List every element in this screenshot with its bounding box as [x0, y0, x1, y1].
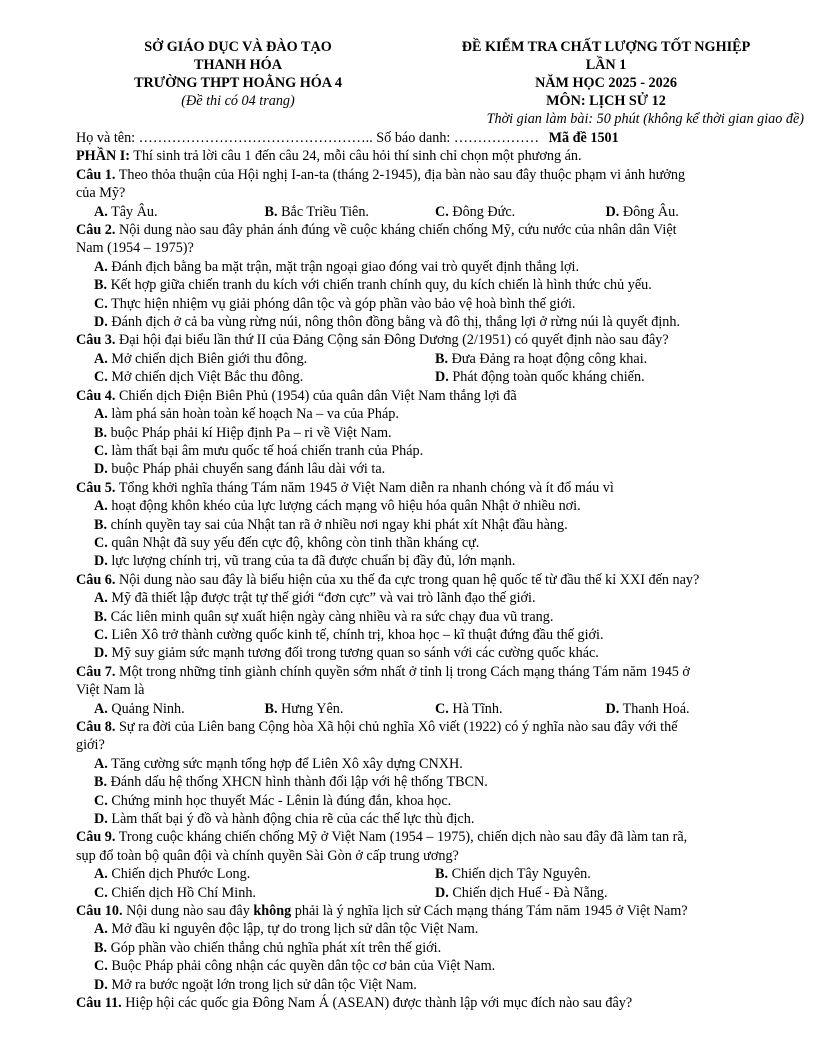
- answer-option: [76, 608, 776, 626]
- option-text: Tây Âu.: [107, 203, 158, 220]
- option-key: D.: [605, 203, 620, 220]
- option-key: B.: [264, 203, 278, 220]
- subject-name: MÔN: LỊCH SỬ 12: [546, 93, 666, 109]
- question-number: Câu 11.: [76, 995, 122, 1012]
- answer-option: [76, 792, 776, 810]
- answer-option: [76, 644, 776, 662]
- option-key: D.: [605, 700, 620, 717]
- option-text: Đông Đức.: [448, 203, 516, 220]
- exam-code: Mã đề 1501: [548, 130, 619, 146]
- option-key: B.: [94, 939, 108, 956]
- option-key: A.: [94, 350, 108, 367]
- question-text: Theo thỏa thuận của Hội nghị I-an-ta (tháng 2-1945), địa bàn nào sau đây thuộc phạm vi ảnh hưởng: [115, 166, 686, 183]
- option-text: Kết hợp giữa chiến tranh du kích với chiến tranh chính quy, du kích chiến là hình thức chủ yếu.: [107, 277, 652, 294]
- option-text: Đông Âu.: [619, 203, 679, 220]
- question-7: [76, 663, 776, 718]
- answer-option: [94, 350, 435, 368]
- option-text: Làm thất bại ý đồ và hành động chia rẽ của các thế lực thù địch.: [107, 811, 475, 828]
- answer-option-row: [76, 368, 776, 386]
- question-number: Câu 4.: [76, 387, 116, 404]
- option-key: A.: [94, 700, 108, 717]
- question-text: Trong cuộc kháng chiến chống Mỹ ở Việt Nam (1954 – 1975), chiến dịch nào sau đây đã làm tan rã,: [115, 829, 688, 846]
- question-1: [76, 166, 776, 221]
- question-text-line: [76, 718, 776, 736]
- option-text: Chiến dịch Hồ Chí Minh.: [107, 884, 256, 901]
- question-number: Câu 1.: [76, 166, 116, 183]
- option-key: D.: [435, 369, 449, 386]
- answer-option: [94, 203, 265, 221]
- option-text: Góp phần vào chiến thắng chủ nghĩa phát xít trên thế giới.: [107, 939, 442, 956]
- question-text: Nội dung nào sau đây phản ánh đúng về cuộc kháng chiến chống Mỹ, cứu nước của nhân dân Việt: [115, 222, 677, 239]
- question-text-line: [76, 847, 776, 865]
- question-text-line: [76, 387, 776, 405]
- answer-option: [265, 700, 436, 718]
- header-left: [88, 38, 388, 110]
- question-text: Nam (1954 – 1975)?: [76, 240, 194, 257]
- question-8: [76, 718, 776, 828]
- option-text: làm thất bại âm mưu quốc tế hoá chiến tranh của Pháp.: [107, 442, 424, 459]
- answer-option: [435, 700, 606, 718]
- option-key: B.: [435, 866, 449, 883]
- option-key: A.: [94, 921, 108, 938]
- option-text: Hà Tĩnh.: [448, 700, 503, 717]
- option-text: Mở đầu kỉ nguyên độc lập, tự do trong lịch sử dân tộc Việt Nam.: [107, 921, 479, 938]
- question-list: [76, 166, 776, 1013]
- option-text: Chiến dịch Tây Nguyên.: [448, 866, 591, 883]
- question-4: [76, 387, 776, 479]
- option-text: Thực hiện nhiệm vụ giải phóng dân tộc và góp phần vào bảo vệ hoà bình thế giới.: [107, 295, 576, 312]
- option-text: Bắc Triều Tiên.: [277, 203, 369, 220]
- question-11: [76, 994, 776, 1012]
- answer-option: [76, 552, 776, 570]
- answer-option: [76, 295, 776, 313]
- question-10: [76, 902, 776, 994]
- answer-option: [76, 589, 776, 607]
- option-text: Buộc Pháp phải công nhận các quyền dân tộc cơ bản của Việt Nam.: [107, 958, 496, 975]
- option-text: Đánh địch bằng ba mặt trận, mặt trận ngoại giao đóng vai trò quyết định thắng lợi.: [107, 258, 580, 275]
- option-text: buộc Pháp phải chuyển sang đánh lâu dài với ta.: [107, 461, 386, 478]
- option-text: Hưng Yên.: [277, 700, 344, 717]
- option-key: D.: [94, 461, 108, 478]
- province-name: THANH HÓA: [194, 57, 282, 73]
- question-2: [76, 221, 776, 331]
- option-key: A.: [94, 866, 108, 883]
- answer-option: [76, 976, 776, 994]
- question-5: [76, 479, 776, 571]
- answer-option: [94, 865, 435, 883]
- part-instruction: [76, 147, 776, 165]
- option-text: Mở chiến dịch Biên giới thu đông.: [107, 350, 308, 367]
- option-text: Mỹ suy giảm sức mạnh tương đối trong tương quan so sánh với các cường quốc khác.: [107, 645, 599, 662]
- option-text: Liên Xô trở thành cường quốc kinh tế, chính trị, khoa học – kĩ thuật đứng đầu thế giới.: [107, 626, 604, 643]
- option-key: C.: [435, 203, 449, 220]
- question-6: [76, 571, 776, 663]
- question-text-line: [76, 902, 776, 920]
- option-key: D.: [94, 811, 108, 828]
- answer-option: [265, 203, 436, 221]
- school-year: NĂM HỌC 2025 - 2026: [535, 75, 677, 91]
- answer-option: [435, 350, 776, 368]
- question-9: [76, 828, 776, 902]
- part-label: PHẦN I:: [76, 148, 130, 165]
- page-count-note: (Đề thi có 04 trang): [181, 93, 295, 109]
- question-3: [76, 331, 776, 386]
- option-text: Chiến dịch Phước Long.: [107, 866, 251, 883]
- question-text: Tổng khởi nghĩa tháng Tám năm 1945 ở Việt Nam diễn ra nhanh chóng và ít đổ máu vì: [115, 479, 614, 496]
- question-text: Chiến dịch Điện Biên Phủ (1954) của quân dân Việt Nam thắng lợi đã: [115, 387, 517, 404]
- student-info-line: [76, 129, 776, 147]
- option-key: B.: [94, 277, 108, 294]
- school-name: TRƯỜNG THPT HOẰNG HÓA 4: [134, 75, 342, 91]
- option-key: B.: [435, 350, 449, 367]
- option-key: D.: [94, 976, 108, 993]
- option-key: B.: [94, 608, 108, 625]
- question-number: Câu 3.: [76, 332, 116, 349]
- question-text-line: [76, 736, 776, 754]
- answer-option: [76, 276, 776, 294]
- question-text-line: [76, 239, 776, 257]
- option-key: C.: [94, 369, 108, 386]
- question-text: Hiệp hội các quốc gia Đông Nam Á (ASEAN) được thành lập với mục đích nào sau đây?: [121, 995, 633, 1012]
- option-key: D.: [435, 884, 449, 901]
- question-number: Câu 10.: [76, 903, 123, 920]
- answer-option: [435, 203, 606, 221]
- option-key: A.: [94, 590, 108, 607]
- question-text: Việt Nam là: [76, 682, 145, 699]
- option-key: D.: [94, 645, 108, 662]
- question-text-line: [76, 184, 776, 202]
- option-text: quân Nhật đã suy yếu đến cực độ, không còn tinh thần kháng cự.: [107, 534, 480, 551]
- question-text: giới?: [76, 737, 105, 754]
- question-text: sụp đổ toàn bộ quân đội và chính quyền Sài Gòn ở cấp trung ương?: [76, 847, 459, 864]
- answer-option-row: [76, 350, 776, 368]
- question-text: phải là ý nghĩa lịch sử Cách mạng tháng Tám năm 1945 ở Việt Nam?: [291, 903, 688, 920]
- question-number: Câu 5.: [76, 479, 116, 496]
- answer-option: [76, 534, 776, 552]
- option-text: Chiến dịch Huế - Đà Nẵng.: [448, 884, 608, 901]
- dept-name: SỞ GIÁO DỤC VÀ ĐÀO TẠO: [144, 39, 332, 55]
- option-key: C.: [94, 884, 108, 901]
- answer-option: [435, 368, 776, 386]
- option-text: Mở chiến dịch Việt Bắc thu đông.: [107, 369, 304, 386]
- answer-option: [76, 957, 776, 975]
- exam-title: ĐỀ KIỂM TRA CHẤT LƯỢNG TỐT NGHIỆP: [461, 39, 751, 55]
- option-key: C.: [94, 626, 108, 643]
- answer-option: [94, 884, 435, 902]
- exam-round: LẦN 1: [585, 57, 627, 73]
- answer-option: [76, 258, 776, 276]
- answer-option: [94, 368, 435, 386]
- option-text: Mở ra bước ngoặt lớn trong lịch sử dân tộc Việt Nam.: [107, 976, 417, 993]
- option-key: A.: [94, 498, 108, 515]
- option-key: C.: [94, 442, 108, 459]
- option-key: C.: [435, 700, 449, 717]
- question-text-line: [76, 994, 776, 1012]
- option-text: làm phá sản hoàn toàn kế hoạch Na – va của Pháp.: [107, 406, 399, 423]
- option-key: C.: [94, 295, 108, 312]
- option-text: buộc Pháp phải kí Hiệp định Pa – ri về Việt Nam.: [107, 424, 392, 441]
- option-text: Đánh dấu hệ thống XHCN hình thành đối lập với hệ thống TBCN.: [107, 774, 488, 791]
- question-number: Câu 2.: [76, 222, 116, 239]
- time-limit: Thời gian làm bài: 50 phút (không kể thời gian giao đề): [486, 111, 804, 127]
- option-key: D.: [94, 314, 108, 331]
- question-text: Sự ra đời của Liên bang Cộng hòa Xã hội chủ nghĩa Xô viết (1922) có ý nghĩa nào sau đây với thế: [115, 719, 678, 735]
- student-name-label: Họ và tên: ………………………………………….. Số báo danh: ………………: [76, 130, 540, 146]
- question-text: Nội dung nào sau đây: [122, 903, 254, 920]
- option-key: B.: [94, 774, 108, 791]
- question-text-line: [76, 221, 776, 239]
- option-key: B.: [264, 700, 278, 717]
- option-text: Đưa Đảng ra hoạt động công khai.: [448, 350, 648, 367]
- answer-option: [435, 884, 776, 902]
- option-key: C.: [94, 958, 108, 975]
- option-text: Mỹ đã thiết lập được trật tự thế giới “đơn cực” và vai trò lãnh đạo thế giới.: [107, 590, 536, 607]
- question-number: Câu 6.: [76, 571, 116, 588]
- question-text-line: [76, 828, 776, 846]
- exam-body: [76, 129, 776, 1013]
- question-number: Câu 7.: [76, 663, 116, 680]
- option-text: Đánh địch ở cả ba vùng rừng núi, nông thôn đồng bằng và đô thị, thắng lợi ở rừng núi là quyết định.: [107, 314, 680, 331]
- option-text: Các liên minh quân sự xuất hiện ngày càng nhiều và ra sức chạy đua vũ trang.: [107, 608, 554, 625]
- answer-option: [76, 810, 776, 828]
- answer-option: [76, 755, 776, 773]
- answer-option: [76, 939, 776, 957]
- question-text: Nội dung nào sau đây là biểu hiện của xu thế đa cực trong quan hệ quốc tế từ đầu thế kỉ XXI đến nay?: [115, 571, 700, 588]
- question-text-line: [76, 571, 776, 589]
- header-right: [410, 38, 802, 110]
- option-text: Tăng cường sức mạnh tổng hợp để Liên Xô xây dựng CNXH.: [107, 755, 463, 772]
- question-number: Câu 9.: [76, 829, 116, 846]
- answer-option: [76, 516, 776, 534]
- answer-option: [94, 700, 265, 718]
- option-text: Phát động toàn quốc kháng chiến.: [448, 369, 645, 386]
- question-text: Một trong những tỉnh giành chính quyền sớm nhất ở tỉnh lị trong Cách mạng tháng Tám năm 1945 ở: [115, 663, 690, 680]
- option-text: Chứng minh học thuyết Mác - Lênin là đúng đắn, khoa học.: [107, 792, 452, 809]
- answer-option: [76, 442, 776, 460]
- option-key: C.: [94, 534, 108, 551]
- option-text: chính quyền tay sai của Nhật tan rã ở nhiều nơi ngay khi phát xít Nhật đầu hàng.: [107, 516, 568, 533]
- part-text: Thí sinh trả lời câu 1 đến câu 24, mỗi câu hỏi thí sinh chỉ chọn một phương án.: [130, 148, 582, 165]
- answer-option: [76, 460, 776, 478]
- option-key: A.: [94, 203, 108, 220]
- question-text-line: [76, 166, 776, 184]
- answer-option: [76, 920, 776, 938]
- answer-option: [76, 313, 776, 331]
- option-key: A.: [94, 406, 108, 423]
- option-text: hoạt động khôn khéo của lực lượng cách mạng vô hiệu hóa quân Nhật ở nhiều nơi.: [107, 498, 581, 515]
- answer-option: [76, 497, 776, 515]
- option-key: B.: [94, 424, 108, 441]
- question-text: Đại hội đại biểu lần thứ II của Đảng Cộng sản Đông Dương (2/1951) có quyết định nào sau đây?: [115, 332, 669, 349]
- question-text-line: [76, 663, 776, 681]
- question-number: Câu 8.: [76, 719, 116, 735]
- option-key: D.: [94, 553, 108, 570]
- question-text-line: [76, 331, 776, 349]
- answer-option: [606, 203, 777, 221]
- question-text: của Mỹ?: [76, 185, 126, 202]
- option-text: lực lượng chính trị, vũ trang của ta đã được chuẩn bị đầy đủ, lớn mạnh.: [107, 553, 516, 570]
- answer-option-row: [76, 884, 776, 902]
- question-text-line: [76, 479, 776, 497]
- answer-option: [76, 405, 776, 423]
- answer-option: [435, 865, 776, 883]
- answer-option: [76, 424, 776, 442]
- option-key: C.: [94, 792, 108, 809]
- option-text: Quảng Ninh.: [107, 700, 185, 717]
- question-text-line: [76, 681, 776, 699]
- answer-option: [606, 700, 777, 718]
- answer-option-row: [76, 865, 776, 883]
- answer-option-row: [76, 203, 776, 221]
- answer-option: [76, 773, 776, 791]
- option-key: A.: [94, 258, 108, 275]
- option-key: A.: [94, 755, 108, 772]
- question-emphasis: không: [253, 903, 292, 920]
- answer-option: [76, 626, 776, 644]
- option-text: Thanh Hoá.: [619, 700, 690, 717]
- option-key: B.: [94, 516, 108, 533]
- answer-option-row: [76, 700, 776, 718]
